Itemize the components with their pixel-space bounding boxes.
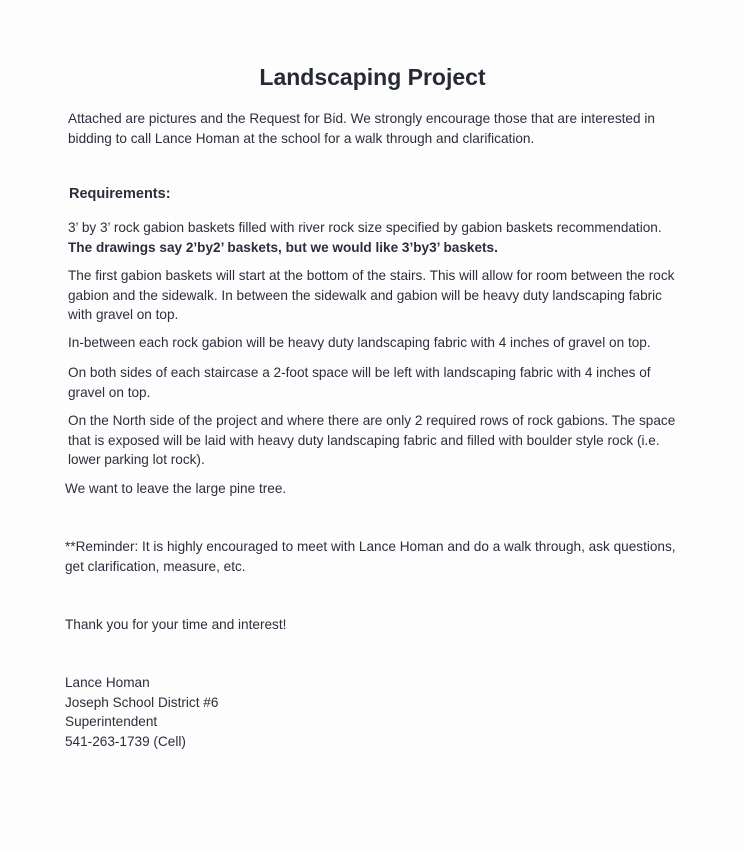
signature-organization: Joseph School District #6	[65, 694, 219, 710]
requirement-north-side: On the North side of the project and where there are only 2 required rows of rock gabions. The space that is exposed will be laid with heavy duty landscaping fabric and filled with boulder style rock (i.e. lower parking lot rock).	[68, 413, 676, 467]
intro-paragraph: Attached are pictures and the Request for Bid. We strongly encourage those that are interested in bidding to call Lance Homan at the school for a walk through and clarification.	[68, 111, 655, 146]
signature-block	[65, 673, 677, 751]
requirement-pine-tree: We want to leave the large pine tree.	[65, 481, 287, 496]
requirements-heading: Requirements:	[69, 186, 171, 202]
signature-phone: 541-263-1739 (Cell)	[65, 733, 186, 749]
requirement-staircase-sides: On both sides of each staircase a 2-foot space will be left with landscaping fabric with 4 inches of gravel on top.	[68, 365, 651, 400]
thanks-line: Thank you for your time and interest!	[65, 617, 287, 632]
signature-role: Superintendent	[65, 714, 158, 729]
requirement-first-baskets: The first gabion baskets will start at the bottom of the stairs. This will allow for room between the rock gabion and the sidewalk. In between the sidewalk and gabion will be heavy duty landscaping fabric with gravel on top.	[68, 268, 675, 322]
requirement-gabion-size	[68, 218, 680, 257]
page-title: Landscaping Project	[259, 64, 486, 90]
signature-name: Lance Homan	[65, 675, 150, 690]
requirement-gabion-size-note: The drawings say 2’by2’ baskets, but we would like 3’by3’ baskets.	[68, 239, 498, 255]
requirement-gabion-size-text: 3’ by 3’ rock gabion baskets filled with river rock size specified by gabion baskets recommendation.	[68, 220, 662, 235]
reminder-paragraph: **Reminder: It is highly encouraged to meet with Lance Homan and do a walk through, ask questions, get clarification, measure, etc.	[65, 539, 676, 574]
requirement-between-gabions: In-between each rock gabion will be heavy duty landscaping fabric with 4 inches of gravel on top.	[68, 335, 651, 350]
